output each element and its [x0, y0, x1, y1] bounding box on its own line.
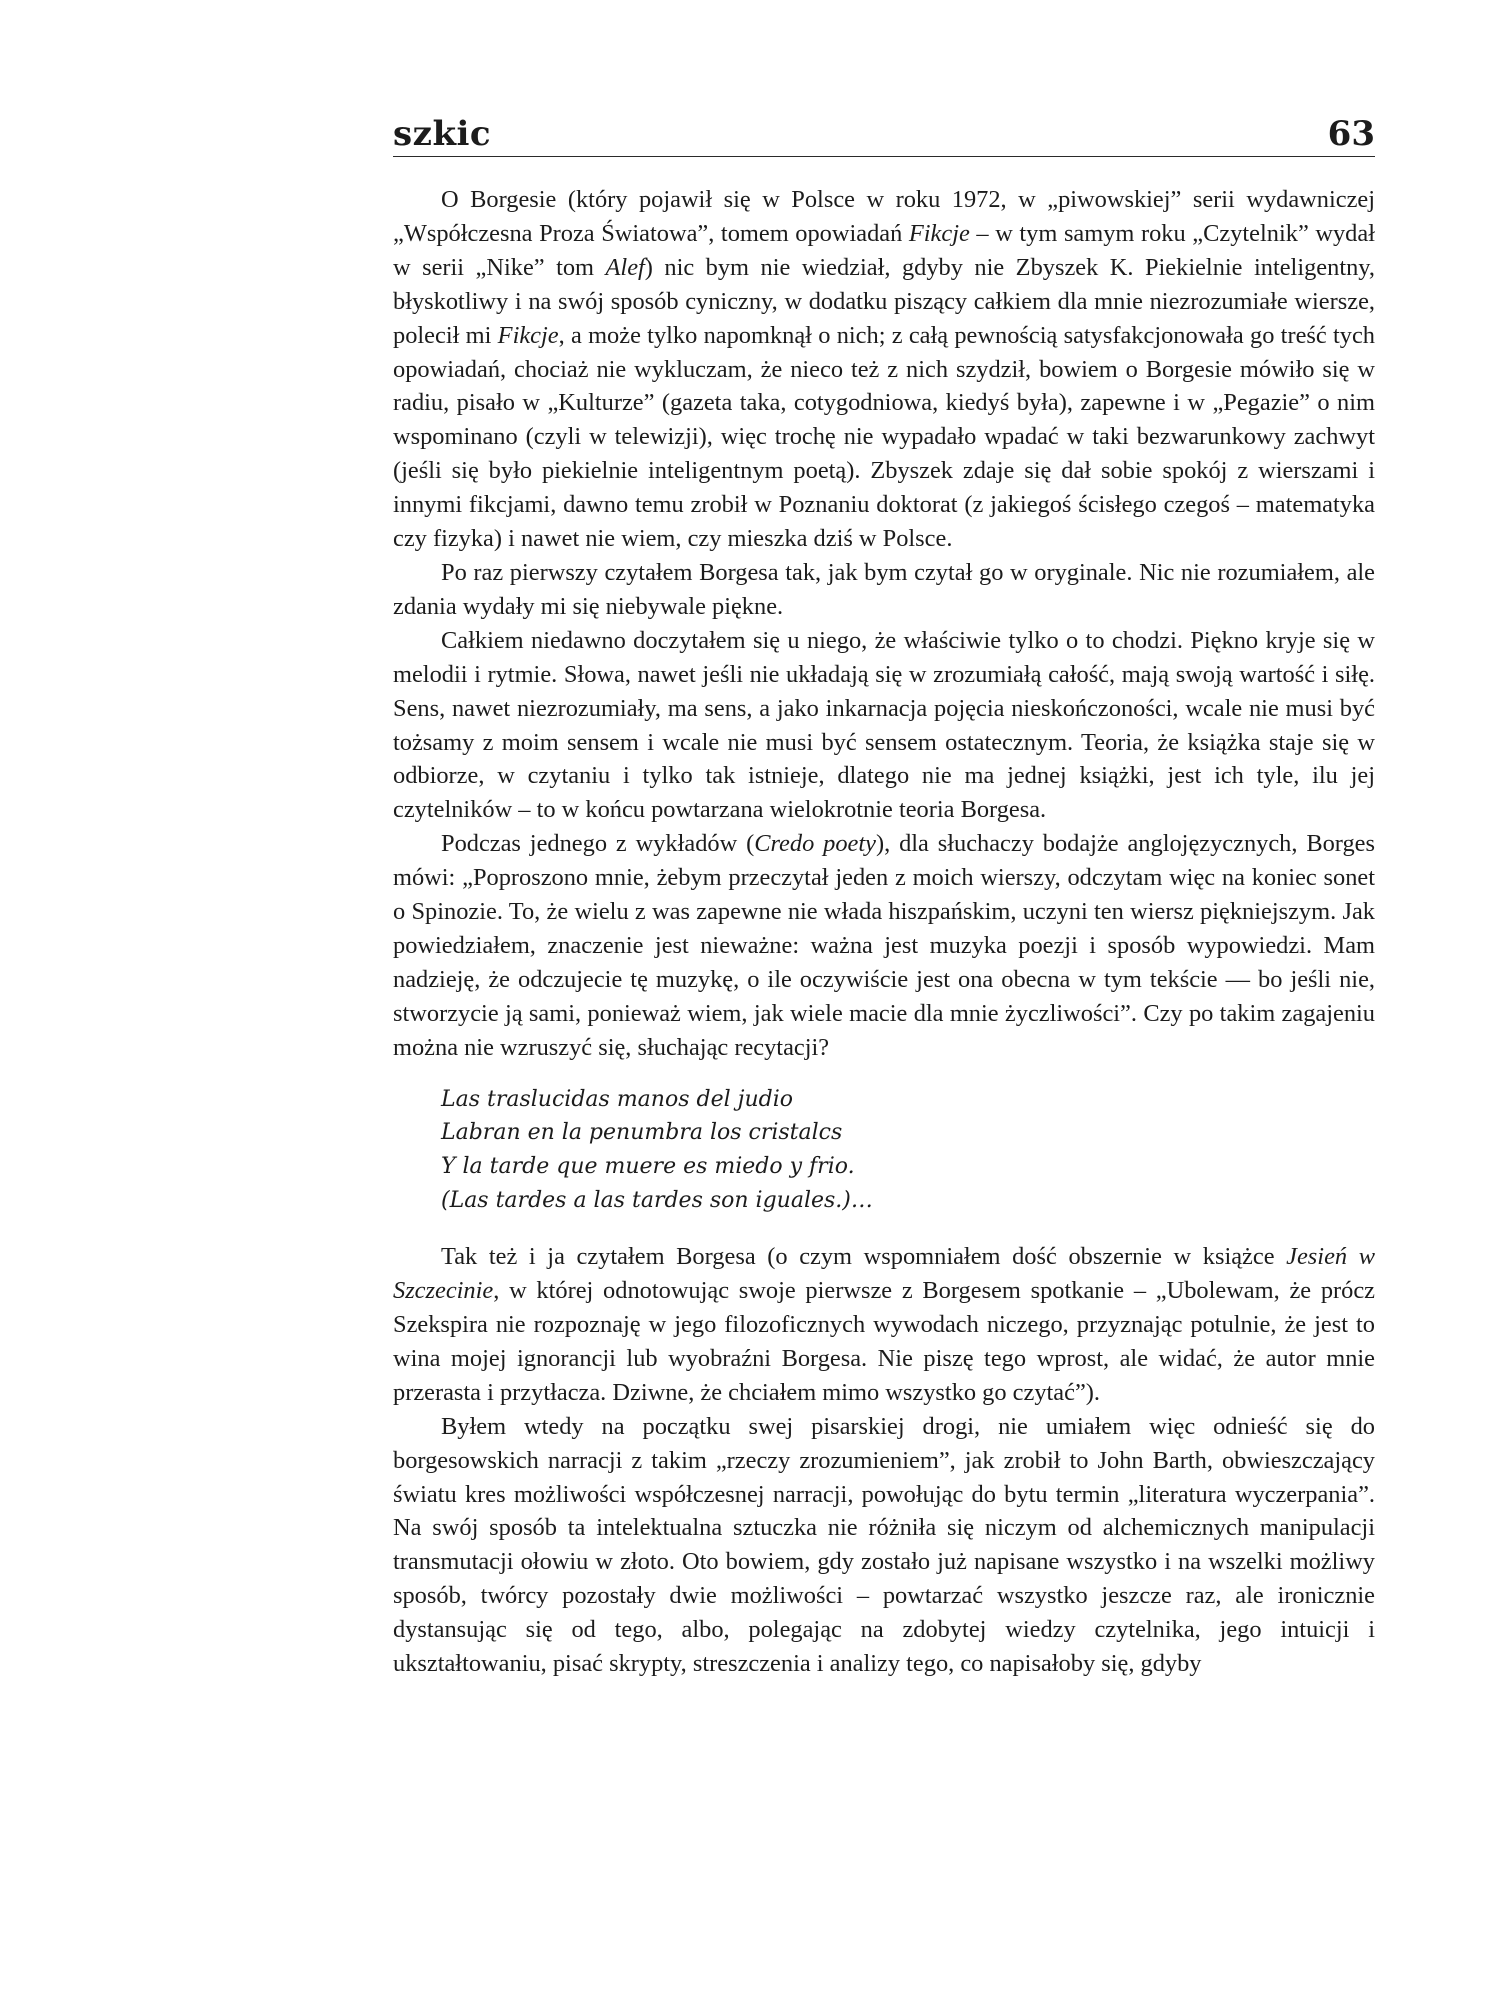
text-run: ), dla słuchaczy bodajże anglojęzycznych, Borges mówi: „Poproszono mnie, żebym przeczytał jeden z moich wierszy, odczytam więc na koniec sonet o Spinozie. To, że wielu z was zapewne nie włada hiszpańskim, uczyni ten wiersz piękniejszym. Jak powiedziałem, znaczenie jest nieważne: ważna jest muzyka poezji i sposób wypowiedzi. Mam nadzieję, że odczujecie tę muzykę, o ile oczywiście jest ona obecna w tym tekście — bo jeśli nie, stworzycie ją sami, ponieważ wiem, jak wiele macie dla mnie życzliwości”. Czy po takim zagajeniu można nie wzruszyć się, słuchając recytacji?	[393, 830, 1375, 1061]
book-page	[393, 112, 1375, 1681]
text-run: , a może tylko napomknął o nich; z całą pewnością satysfakcjonowała go treść tych opowiadań, chociaż nie wykluczam, że nieco też z nich szydził, bowiem o Borgesie mówiło się w radiu, pisało w „Kulturze” (gazeta taka, cotygodniowa, kiedyś była), zapewne i w „Pegazie” o nim wspominano (czyli w telewizji), więc trochę nie wypadało wpadać w taki bezwarunkowy zachwyt (jeśli się było piekielnie inteligentnym poetą). Zbyszek zdaje się dał sobie spokój z wierszami i innymi fikcjami, dawno temu zrobił w Poznaniu doktorat (z jakiegoś ścisłego czegoś – matematyka czy fizyka) i nawet nie wiem, czy mieszka dziś w Polsce.	[393, 321, 1375, 553]
text-run: Podczas jednego z wykładów (	[441, 830, 755, 858]
poem-line: Y la tarde que muere es miedo y frio.	[441, 1154, 855, 1180]
poem-quote	[441, 1083, 1375, 1219]
text-run: , w której odnotowując swoje pierwsze z Borgesem spotkanie – „Ubolewam, że prócz Szekspira nie rozpoznaję w jego filozoficznych wywodach niczego, przyznając potulnie, że jest to wina mojej ignorancji lub wyobraźni Borgesa. Nie piszę tego wprost, ale widać, że autor mnie przerasta i przytłacza. Dziwne, że chciałem mimo wszystko go czytać”).	[393, 1277, 1375, 1406]
italic-title: Fikcje	[908, 219, 970, 247]
paragraph	[393, 183, 1375, 556]
italic-title: Jesień w Szczecinie	[393, 1243, 1375, 1305]
paragraphs-after-poem	[393, 1240, 1375, 1681]
page-body	[393, 183, 1375, 1681]
paragraph	[393, 1240, 1375, 1410]
paragraph	[393, 1410, 1375, 1681]
paragraph	[393, 624, 1375, 827]
page-number: 63	[1327, 114, 1375, 154]
text-run: ) nic bym nie wiedział, gdyby nie Zbyszek K. Piekielnie inteligentny, błyskotliwy i na swój sposób cyniczny, w dodatku piszący całkiem dla mnie niezrozumiałe wiersze, polecił mi	[393, 253, 1375, 349]
text-run: – w tym samym roku „Czytelnik” wydał w serii „Nike” tom	[393, 219, 1375, 281]
text-run: O Borgesie (który pojawił się w Polsce w roku 1972, w „piwowskiej” serii wydawniczej „Współczesna Proza Światowa”, tomem opowiadań	[393, 186, 1375, 247]
running-header	[393, 112, 1375, 157]
text-run: Tak też i ja czytałem Borgesa (o czym wspomniałem dość obszernie w książce	[441, 1243, 1287, 1271]
italic-title: Credo poety	[754, 830, 876, 858]
paragraph	[393, 827, 1375, 1064]
text-run: Po raz pierwszy czytałem Borgesa tak, jak bym czytał go w oryginale. Nic nie rozumiałem, ale zdania wydały mi się niebywale piękne.	[393, 558, 1375, 620]
italic-title: Fikcje	[497, 321, 559, 349]
poem-line: (Las tardes a las tardes son iguales.)…	[441, 1188, 873, 1214]
poem-line: Labran en la penumbra los cristalcs	[441, 1120, 843, 1146]
italic-title: Alef	[605, 253, 645, 281]
text-run: Byłem wtedy na początku swej pisarskiej drogi, nie umiałem więc odnieść się do borgesowskich narracji z takim „rzeczy zrozumieniem”, jak zrobił to John Barth, obwieszczający światu kres możliwości współczesnej narracji, powołując do bytu termin „literatura wyczerpania”. Na swój sposób ta intelektualna sztuczka nie różniła się niczym od alchemicznych manipulacji transmutacji ołowiu w złoto. Oto bowiem, gdy zostało już napisane wszystko i na wszelki możliwy sposób, twórcy pozostały dwie możliwości – powtarzać wszystko jeszcze raz, ale ironicznie dystansując się od tego, albo, polegając na zdobytej wiedzy czytelnika, jego intuicji i ukształtowaniu, pisać skrypty, streszczenia i analizy tego, co napisałoby się, gdyby	[393, 1412, 1375, 1678]
paragraphs-before-poem	[393, 183, 1375, 1065]
poem-line: Las traslucidas manos del judio	[441, 1086, 793, 1112]
text-run: Całkiem niedawno doczytałem się u niego, że właściwie tylko o to chodzi. Piękno kryje się w melodii i rytmie. Słowa, nawet jeśli nie układają się w zrozumiałą całość, mają swoją wartość i siłę. Sens, nawet niezrozumiały, ma sens, a jako inkarnacja pojęcia nieskończoności, wcale nie musi być tożsamy z moim sensem i wcale nie musi być sensem ostatecznym. Teoria, że książka staje się w odbiorze, w czytaniu i tylko tak istnieje, dlatego nie ma jednej książki, jest ich tyle, ilu jej czytelników – to w końcu powtarzana wielokrotnie teoria Borgesa.	[393, 626, 1375, 824]
paragraph	[393, 556, 1375, 624]
section-title: szkic	[393, 114, 492, 154]
